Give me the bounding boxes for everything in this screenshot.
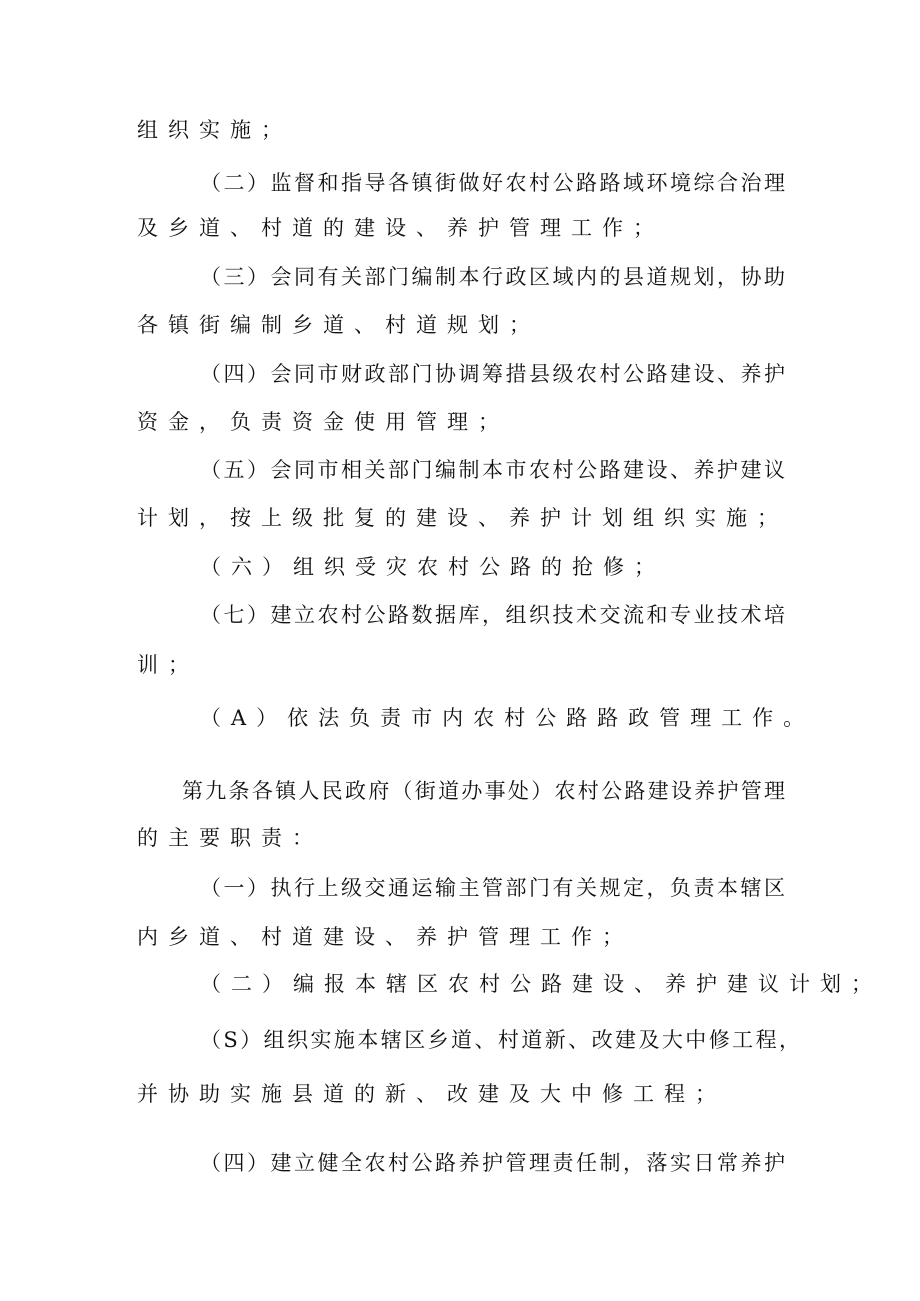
paragraph-line: 计划，按上级批复的建设、养护计划组织实施； — [137, 506, 788, 530]
paragraph-line: （六）组织受灾农村公路的抢修； — [200, 555, 665, 579]
paragraph-line: （三）会同有关部门编制本行政区域内的县道规划，协助 — [200, 265, 785, 289]
paragraph-line: 及乡道、村道的建设、养护管理工作； — [137, 216, 664, 240]
paragraph-line: 并协助实施县道的新、改建及大中修工程； — [137, 1082, 726, 1106]
paragraph-line: （S）组织实施本辖区乡道、村道新、改建及大中修工程， — [200, 1028, 800, 1052]
paragraph-line: （A）依法负责市内农村公路路政管理工作。 — [200, 706, 815, 730]
paragraph-line: 的主要职责： — [137, 826, 323, 850]
paragraph-line: （七）建立农村公路数据库，组织技术交流和专业技术培 — [200, 603, 785, 627]
paragraph-line: （五）会同市相关部门编制本市农村公路建设、养护建议 — [200, 458, 785, 482]
paragraph-line: （一）执行上级交通运输主管部门有关规定，负责本辖区 — [200, 876, 785, 900]
paragraph-line: （二）编报本辖区农村公路建设、养护建议计划； — [200, 972, 882, 996]
paragraph-line: 资金，负责资金使用管理； — [137, 410, 509, 434]
paragraph-line: （四）建立健全农村公路养护管理责任制，落实日常养护 — [200, 1151, 785, 1175]
paragraph-line: 各镇街编制乡道、村道规划； — [137, 313, 540, 337]
paragraph-line: 组织实施； — [137, 118, 292, 142]
paragraph-line: 内乡道、村道建设、养护管理工作； — [137, 925, 633, 949]
paragraph-line: 训； — [137, 653, 199, 677]
article-heading-line: 第九条各镇人民政府（街道办事处）农村公路建设养护管理 — [182, 779, 785, 803]
paragraph-line: （四）会同市财政部门协调筹措县级农村公路建设、养护 — [200, 362, 785, 386]
paragraph-line: （二）监督和指导各镇街做好农村公路路域环境综合治理 — [200, 171, 785, 195]
